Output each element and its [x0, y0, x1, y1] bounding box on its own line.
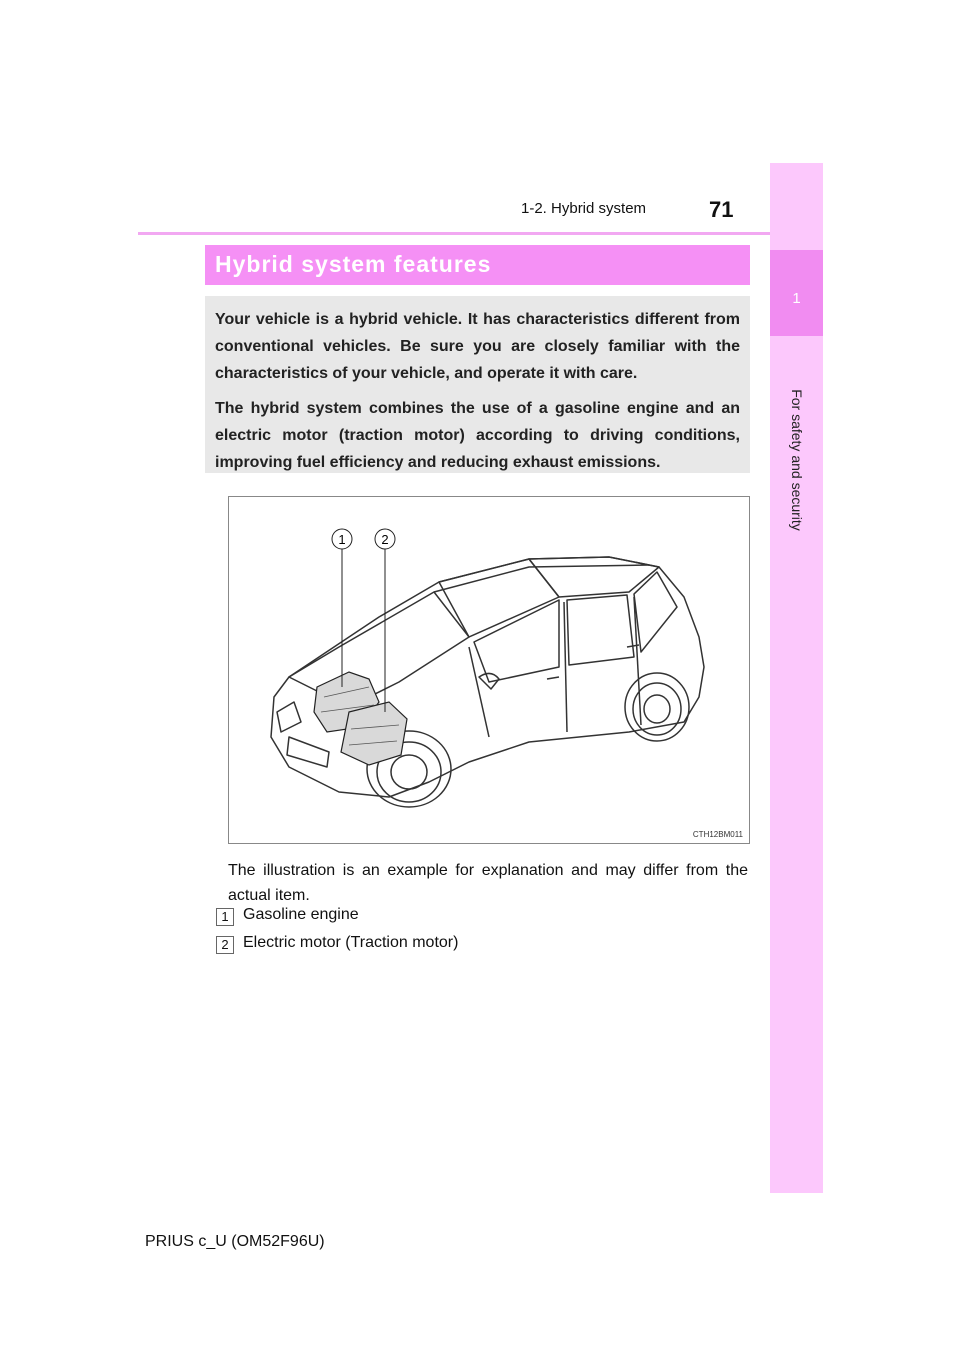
intro-paragraph-1: Your vehicle is a hybrid vehicle. It has characteristics different from conventional vehicles. Be sure you are closely familiar with the characteristics of your vehicle, and operate it with care.	[215, 311, 740, 382]
legend-label-1: Gasoline engine	[243, 906, 359, 923]
figure-code: CTH12BM011	[692, 830, 743, 839]
car-door-line-1	[469, 647, 489, 737]
car-roof	[529, 557, 659, 597]
vehicle-illustration	[228, 496, 750, 844]
side-tab-chapter-number: 1	[770, 250, 823, 336]
car-rear-hub	[644, 695, 670, 723]
side-tab-chapter-title: For safety and security	[789, 389, 805, 531]
callout-number-2: 2	[381, 532, 389, 547]
section-heading: 1-2. Hybrid system	[521, 200, 647, 217]
car-door-line-3	[634, 597, 641, 725]
car-front-hub	[391, 755, 427, 789]
page-number: 71	[709, 197, 734, 222]
legend-number-1: 1	[216, 908, 234, 926]
title-bar	[205, 245, 750, 285]
car-front-window	[474, 600, 559, 682]
car-hood	[289, 592, 469, 707]
car-headlight	[277, 702, 301, 732]
car-back-window	[634, 572, 677, 652]
intro-box	[205, 296, 750, 473]
electric-motor-shape	[341, 702, 407, 765]
callout-number-1: 1	[338, 532, 346, 547]
footer-model-code: PRIUS c_U (OM52F96U)	[145, 1233, 325, 1250]
car-windshield	[439, 559, 559, 637]
legend-label-2: Electric motor (Traction motor)	[243, 934, 459, 951]
car-rear-window	[567, 595, 634, 665]
car-door-line-2	[564, 602, 567, 732]
header-rule	[138, 232, 823, 235]
car-grille	[287, 737, 329, 767]
intro-paragraph-2: The hybrid system combines the use of a gasoline engine and an electric motor (traction motor) according to driving conditions, improving fuel efficiency and reducing exhaust emissions.	[215, 400, 740, 471]
illustration-caption: The illustration is an example for explanation and may differ from the actual item.	[228, 862, 748, 904]
legend-number-2: 2	[216, 936, 234, 954]
car-drawing	[229, 497, 749, 843]
car-roof-line	[434, 565, 649, 592]
car-door-handle-1	[547, 677, 559, 679]
page-title: Hybrid system features	[215, 251, 492, 277]
